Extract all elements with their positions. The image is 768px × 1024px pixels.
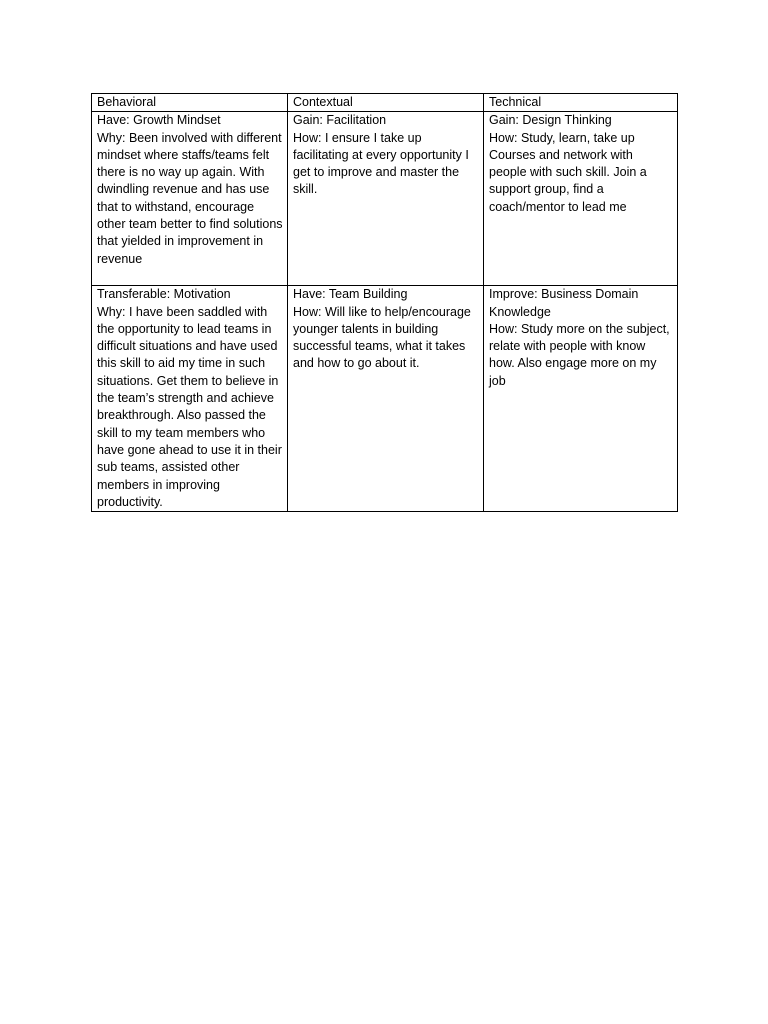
table-row <box>92 112 678 286</box>
cell-heading: Have: Growth Mindset <box>97 113 221 128</box>
table-cell <box>484 112 678 286</box>
cell-body: How: Study, learn, take up Courses and network with people with such skill. Join a support group, find a coach/mentor to lead me <box>489 130 647 214</box>
cell-body: How: I ensure I take up facilitating at every opportunity I get to improve and master the skill. <box>293 130 469 197</box>
cell-heading: Gain: Design Thinking <box>489 113 612 128</box>
table-cell <box>92 112 288 286</box>
table-cell <box>288 112 484 286</box>
table-row <box>92 286 678 512</box>
cell-heading: Gain: Facilitation <box>293 113 387 128</box>
cell-body: How: Study more on the subject, relate with people with know how. Also engage more on my job <box>489 321 670 388</box>
table-header-row <box>92 94 678 112</box>
header-behavioral: Behavioral <box>92 94 288 112</box>
cell-body: Why: I have been saddled with the opportunity to lead teams in difficult situations and have used this skill to aid my time in such situations. Get them to believe in the team’s strength and achieve breakthrough. Also passed the skill to my team members who have gone ahead to use it in their sub teams, assisted other members in improving productivity. <box>97 304 282 509</box>
cell-body: How: Will like to help/encourage younger talents in building successful teams, what it takes and how to go about it. <box>293 304 471 371</box>
table-cell <box>92 286 288 512</box>
competency-table <box>91 93 678 512</box>
cell-heading: Transferable: Motivation <box>97 287 231 302</box>
header-contextual: Contextual <box>288 94 484 112</box>
header-technical: Technical <box>484 94 678 112</box>
cell-heading: Have: Team Building <box>293 287 408 302</box>
table-cell <box>484 286 678 512</box>
cell-heading: Improve: Business Domain Knowledge <box>489 287 639 319</box>
cell-body: Why: Been involved with different mindset where staffs/teams felt there is no way up again. With dwindling revenue and has use that to withstand, encourage other team better to find solutions that yielded in improvement in revenue <box>97 130 283 266</box>
table-cell <box>288 286 484 512</box>
